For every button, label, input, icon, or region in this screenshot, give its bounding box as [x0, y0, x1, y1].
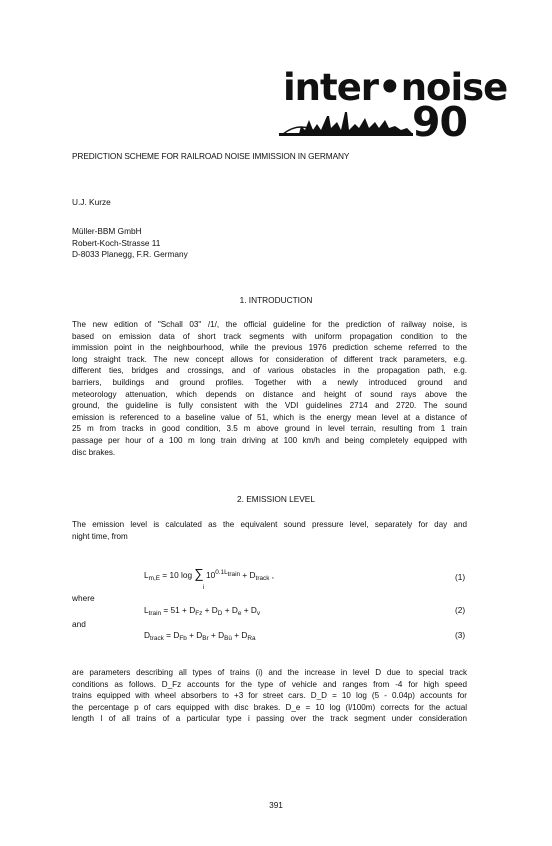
eq1-rest: + D [240, 570, 256, 580]
emission-intro-paragraph [72, 519, 467, 542]
text-line: ground, the guideline is fully consistent with the VDI guidelines 2714 and 2720. The sound [72, 401, 467, 411]
eq1-mid: = 10 log [160, 570, 195, 580]
eq1-exp-sub: train [227, 571, 241, 579]
text-line: night time, from [72, 531, 128, 541]
text-line: disc brakes. [72, 447, 116, 457]
text-line: trains equipped with wheel absorbers to +3 for street cars. D_D = 10 log (5 - 0.04p) accounts for [72, 691, 467, 701]
text-line: long straight track. The new concept allows for consideration of different track parameters, e.g. [72, 354, 467, 364]
equation-number-3: (3) [455, 630, 466, 640]
text-line: The new edition of "Schall 03" /1/, the official guideline for the prediction of railway noise, is [72, 320, 467, 329]
eq2-sub: v [256, 610, 261, 617]
eq3-sub: Fb [179, 635, 187, 642]
and-label: and [72, 619, 86, 629]
eq2-part: + D [222, 605, 238, 615]
eq3-part: + D [186, 630, 203, 640]
text-line: based on emission data of short track segments with uniform propagation condition to the [72, 331, 467, 341]
eq2-part: + D [241, 605, 257, 615]
text-line: 25 m from tracks in good condition, 3.5 m above ground in level terrain, resulting from 1 train [72, 424, 467, 434]
text-line: the percentage p of cars equipped with disc brakes. D_e = 10 log (l/100m) corrects for the actual [72, 702, 467, 712]
affiliation-line: D-8033 Planegg, F.R. Germany [72, 249, 188, 259]
text-line: are parameters describing all types of trains (i) and the increase in level D due to special track [72, 668, 467, 677]
eq3-sub: Bü [224, 635, 232, 642]
page-number: 391 [269, 800, 283, 810]
text-line: emission is referenced to a baseline value of 51, which is the energy mean level at a distance of [72, 412, 467, 422]
eq1-rest-sub: track [255, 575, 270, 582]
eq1-sum-index: i [203, 584, 205, 591]
text-line: different ties, bridges and crossings, and of various obstacles in the propagation path, e.g. [72, 366, 467, 376]
eq3-part: D [144, 630, 150, 640]
affiliation-line: Robert-Koch-Strasse 11 [72, 237, 161, 248]
equation-number-1: (1) [455, 572, 466, 582]
logo-year: 90 [412, 98, 468, 146]
text-line: length l of all trains of a particular type i passing over the track segment under consideration [72, 714, 467, 724]
introduction-paragraph [72, 319, 467, 458]
text-line: conditions as follows. D_Fz accounts for the type of vehicle and ranges from -4 for high speed [72, 679, 467, 689]
eq2-sub: train [148, 610, 162, 617]
text-line: barriers, buildings and ground profiles. Together with a newly introduced ground and [72, 377, 467, 387]
eq3-part: = D [163, 630, 180, 640]
eq1-exp: 0.1L [215, 569, 228, 577]
eq3-sub: Br [202, 635, 209, 642]
skyline-icon [279, 110, 413, 136]
conference-logo [279, 66, 508, 146]
text-line: passage per hour of a 100 m long train driving at 100 km/h and being completely equipped with [72, 435, 467, 445]
parameters-paragraph [72, 667, 467, 725]
eq2-part: + D [202, 605, 218, 615]
eq1-base: 10 [203, 570, 216, 580]
eq2-sub: e [237, 610, 242, 617]
section-heading-emission-level: 2. EMISSION LEVEL [237, 494, 315, 504]
affiliation-line: Müller-BBM GmbH [72, 226, 142, 236]
equation-1 [144, 566, 274, 582]
eq2-part: = 51 + D [161, 605, 196, 615]
text-line: immission point in the neighbourhood, while the previous 1976 prediction scheme referred to the [72, 343, 467, 353]
paper-title: PREDICTION SCHEME FOR RAILROAD NOISE IMMISSION IN GERMANY [72, 151, 350, 161]
equation-3 [144, 630, 256, 642]
eq2-sub: D [217, 610, 223, 617]
eq1-lhs-sub: m,E [148, 575, 160, 582]
text-line: meteorology attenuation, which depends on distance and height of sound rays above the [72, 389, 467, 399]
eq1-sum: ∑ [194, 566, 204, 581]
eq3-sub: Ra [247, 635, 256, 642]
eq2-part: L [144, 605, 149, 615]
author-affiliation [72, 226, 188, 261]
eq1-tail: , [269, 570, 275, 580]
eq2-sub: Fz [195, 610, 203, 617]
eq3-sub: track [150, 635, 164, 642]
equation-number-2: (2) [455, 605, 466, 615]
author-name: U.J. Kurze [72, 197, 111, 207]
eq1-lhs: L [144, 570, 149, 580]
equation-2 [144, 605, 260, 617]
section-heading-introduction: 1. INTRODUCTION [239, 295, 313, 305]
text-line: The emission level is calculated as the equivalent sound pressure level, separately for day and [72, 520, 467, 529]
where-label: where [72, 593, 95, 603]
eq3-part: + D [231, 630, 248, 640]
logo-wordmark: inter•noise [283, 66, 508, 109]
eq3-part: + D [208, 630, 225, 640]
